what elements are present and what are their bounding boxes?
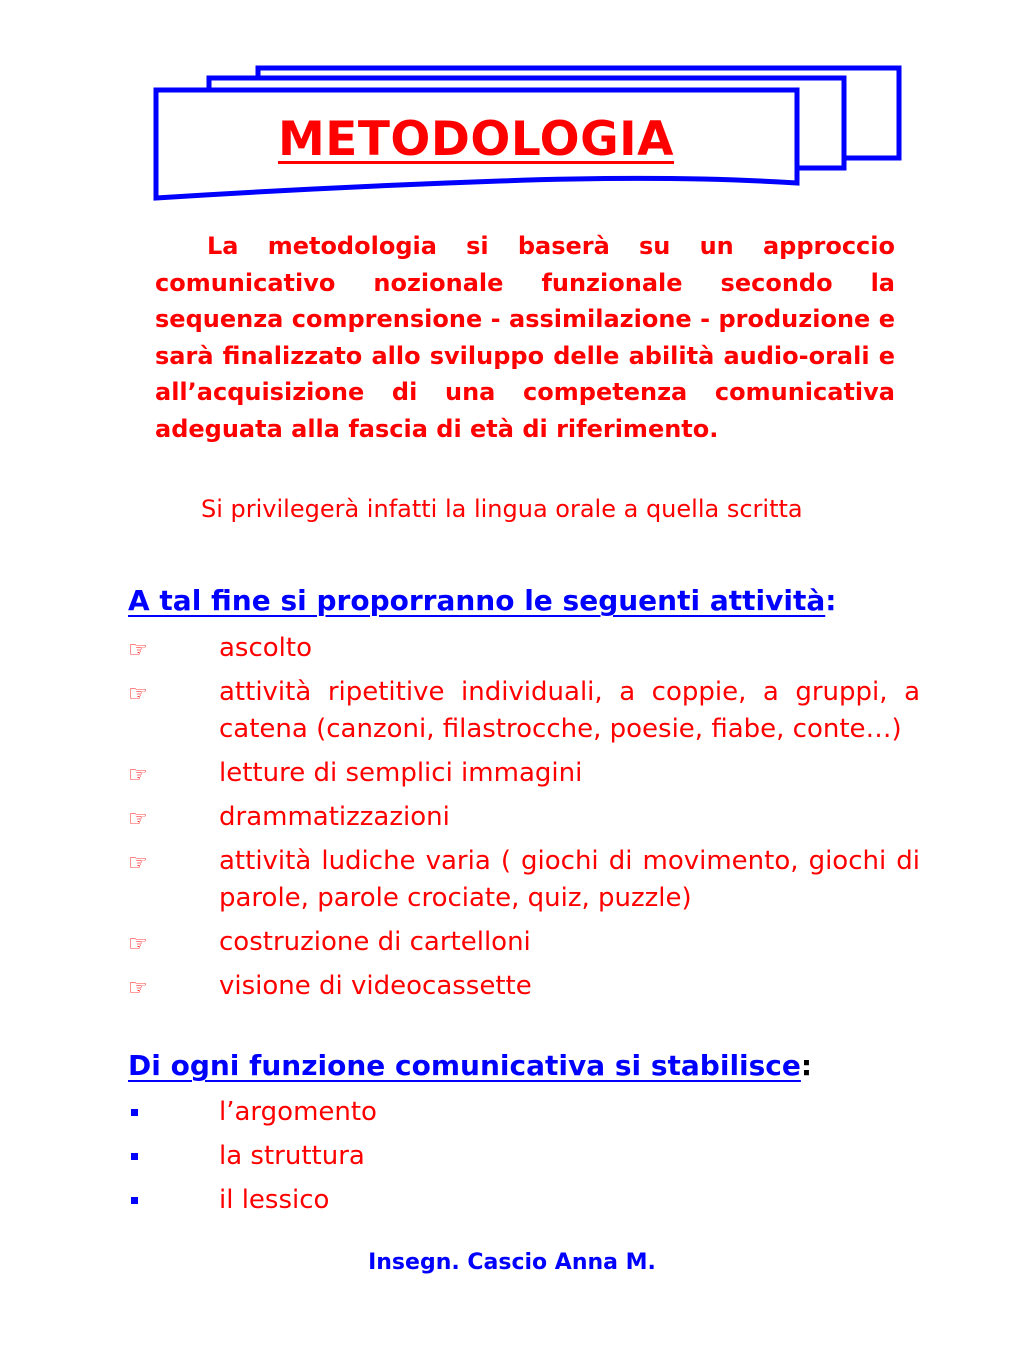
list-item [128, 1094, 920, 1131]
list-item-text: l’argomento [219, 1097, 377, 1127]
list-item [128, 968, 920, 1005]
list-item [128, 843, 920, 917]
list-item [128, 1182, 920, 1219]
activities-heading [128, 584, 836, 617]
list-item [128, 755, 920, 792]
stacked-frames-decoration [0, 0, 1024, 220]
list-item-text: il lessico [219, 1185, 330, 1215]
list-item [128, 630, 920, 667]
pointing-hand-icon: ☞ [128, 976, 148, 1001]
list-item-text: attività ludiche varia ( giochi di movimento, giochi di parole, parole crociate, quiz, puzzle) [219, 846, 920, 913]
pointing-hand-icon: ☞ [128, 682, 148, 707]
list-item [128, 1138, 920, 1175]
pointing-hand-icon: ☞ [128, 851, 148, 876]
list-item-text: la struttura [219, 1141, 365, 1171]
list-item-text: costruzione di cartelloni [219, 927, 531, 957]
list-item-text: drammatizzazioni [219, 802, 450, 832]
page-title: METODOLOGIA [277, 112, 675, 167]
pointing-hand-icon: ☞ [128, 638, 148, 663]
title-banner [0, 0, 1024, 220]
pointing-hand-icon: ☞ [128, 763, 148, 788]
list-item [128, 924, 920, 961]
list-item [128, 674, 920, 748]
pointing-hand-icon: ☞ [128, 932, 148, 957]
activities-heading-colon: : [825, 584, 837, 617]
square-bullet-icon [131, 1109, 138, 1116]
list-item [128, 799, 920, 836]
square-bullet-icon [131, 1197, 138, 1204]
list-item-text: letture di semplici immagini [219, 758, 583, 788]
activities-list [128, 630, 920, 1012]
functions-heading [128, 1049, 812, 1082]
pointing-hand-icon: ☞ [128, 807, 148, 832]
footer-author: Insegn. Cascio Anna M. [368, 1250, 656, 1275]
activities-heading-text: A tal fine si proporranno le seguenti attività [128, 584, 826, 617]
intro-paragraph-2: Si privilegerà infatti la lingua orale a quella scritta [201, 495, 803, 523]
list-item-text: attività ripetitive individuali, a coppie, a gruppi, a catena (canzoni, filastrocche, poesie, fiabe, conte…) [219, 677, 920, 744]
list-item-text: visione di videocassette [219, 971, 532, 1001]
list-item-text: ascolto [219, 633, 313, 663]
intro-paragraph-1: La metodologia si baserà su un approccio comunicativo nozionale funzionale secondo la sequenza comprensione - assimilazione - produzione e sarà finalizzato allo sviluppo delle abilità audio-orali e all’acquisizione di una competenza comunicativa adeguata alla fascia di età di riferimento. [155, 232, 895, 443]
functions-heading-colon: : [800, 1049, 813, 1082]
functions-heading-text: Di ogni funzione comunicativa si stabilisce [128, 1049, 801, 1082]
square-bullet-icon [131, 1153, 138, 1160]
functions-list [128, 1094, 920, 1226]
